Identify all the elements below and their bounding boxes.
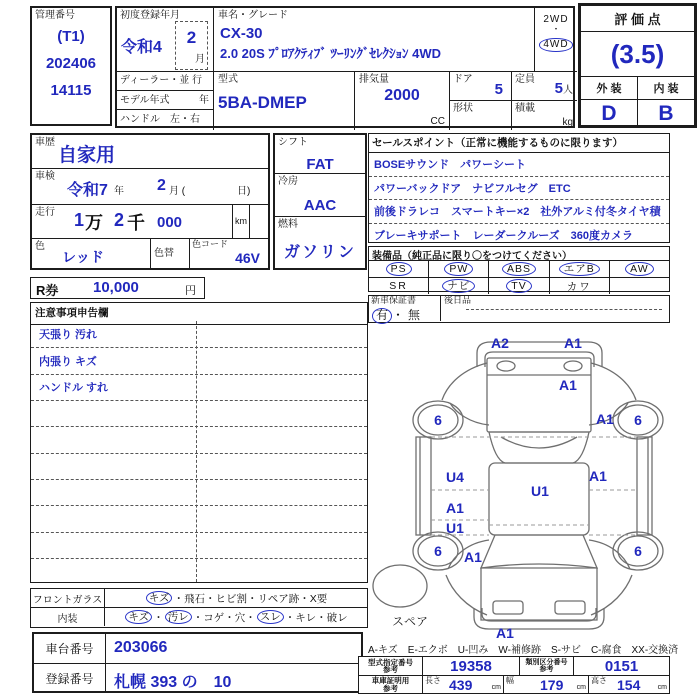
sales-title: セールスポイント（正常に機能するものに限ります） bbox=[369, 134, 669, 153]
equip-item bbox=[550, 278, 610, 294]
damage-mark: 6 bbox=[634, 543, 642, 559]
equipment-title: 装備品（純正品に限り〇をつけてください） bbox=[369, 247, 669, 261]
damage-mark: A1 bbox=[496, 625, 514, 641]
condition-option: キレ bbox=[295, 611, 317, 624]
height-label: 高さ bbox=[591, 676, 607, 685]
car-name-label: 車名・グレード bbox=[218, 10, 288, 21]
condition-option: 破レ bbox=[326, 611, 348, 624]
equip-item bbox=[369, 261, 429, 277]
damage-mark: A2 bbox=[491, 335, 509, 351]
type-no-ref: 参考 bbox=[383, 665, 398, 674]
damage-marks-layer bbox=[368, 325, 700, 639]
shift-box bbox=[273, 133, 367, 270]
equipment-row-2 bbox=[369, 278, 669, 294]
model-code-cell bbox=[214, 72, 355, 130]
color-code-label: 色コード bbox=[192, 239, 229, 249]
displacement-unit: CC bbox=[430, 116, 445, 127]
interior-options: キズ ・ 汚レ ・ コゲ ・ 穴 ・ スレ ・ キレ ・ 破レ bbox=[105, 608, 367, 626]
mgmt-value: 14115 bbox=[50, 82, 92, 99]
year-suffix: 年 bbox=[199, 95, 209, 106]
mileage-row bbox=[32, 205, 268, 239]
exterior-grade: D bbox=[581, 100, 638, 128]
capacity-label: 定員 bbox=[515, 74, 535, 85]
fuel-label: 燃料 bbox=[278, 219, 298, 230]
equip-item bbox=[610, 278, 669, 294]
mileage-sen: 2 bbox=[114, 210, 125, 230]
damage-diagram bbox=[368, 325, 700, 639]
handle-row: ハンドル 左・右 bbox=[117, 110, 214, 130]
drive-type-cell bbox=[534, 8, 577, 72]
color-label: 色 bbox=[35, 241, 45, 252]
month-suffix: 月 bbox=[195, 54, 205, 65]
ac-label: 冷房 bbox=[278, 176, 298, 187]
mgmt-value: 202406 bbox=[45, 55, 97, 72]
later-items-label: 後日品 bbox=[444, 295, 472, 305]
inspection-era-suffix: 年 bbox=[114, 186, 124, 197]
interior-cond-label: 内装 bbox=[31, 608, 105, 626]
shift-value: FAT bbox=[306, 155, 334, 173]
id-box bbox=[32, 632, 363, 693]
shift-label: シフト bbox=[278, 137, 308, 148]
class-no-label-cell bbox=[520, 657, 574, 675]
condition-option: ヒビ割 bbox=[215, 592, 247, 605]
mgmt-values bbox=[32, 23, 110, 104]
inspection-era: 令和7 bbox=[67, 182, 108, 199]
height-cell bbox=[589, 676, 669, 693]
sales-lines bbox=[369, 153, 669, 246]
reference-table bbox=[358, 656, 670, 694]
damage-mark: U1 bbox=[446, 520, 464, 536]
equipment-box bbox=[368, 246, 670, 292]
displacement-label: 排気量 bbox=[359, 74, 389, 85]
later-items-line bbox=[466, 309, 662, 310]
capacity: 5 bbox=[554, 80, 563, 97]
equip-label: カワ bbox=[566, 280, 592, 293]
notes-vdivider bbox=[196, 321, 197, 582]
first-reg-month-box bbox=[175, 21, 208, 70]
warranty-cell bbox=[369, 296, 441, 321]
condition-option: コゲ bbox=[203, 611, 225, 624]
inspection-row bbox=[32, 169, 268, 205]
registration-label: 登録番号 bbox=[34, 664, 106, 692]
drive-4wd-circled: 4WD bbox=[539, 38, 572, 52]
damage-legend: A-キズ E-エクボ U-凹み W-補修跡 S-サビ C-腐食 XX-交換済 bbox=[368, 645, 679, 656]
width-unit: cm bbox=[576, 684, 586, 692]
damage-mark: A1 bbox=[464, 549, 482, 565]
damage-mark: A1 bbox=[596, 411, 614, 427]
notes-body bbox=[31, 321, 367, 582]
ac-value: AAC bbox=[303, 196, 337, 214]
damage-mark: A1 bbox=[589, 468, 607, 484]
condition-option-circled: キズ bbox=[125, 610, 152, 624]
mileage-man: 1 bbox=[74, 210, 85, 230]
equip-label-circled: AW bbox=[625, 262, 654, 276]
equip-label-circled: TV bbox=[506, 279, 531, 293]
load-unit: kg bbox=[562, 117, 573, 128]
damage-mark: U4 bbox=[446, 469, 464, 485]
model-year-row bbox=[117, 91, 214, 110]
drive-dot: ・ bbox=[551, 24, 561, 34]
chassis-number: 203066 bbox=[114, 639, 168, 656]
chassis-label: 車台番号 bbox=[34, 634, 106, 663]
fuel-value: ガソリン bbox=[283, 244, 356, 261]
first-reg-cell bbox=[117, 8, 214, 72]
length-cell bbox=[423, 676, 504, 693]
later-items-cell bbox=[441, 296, 668, 321]
damage-mark: 6 bbox=[434, 543, 442, 559]
shift-row bbox=[275, 135, 365, 174]
note-item: 内張り キズ bbox=[39, 355, 97, 368]
displacement: 2000 bbox=[384, 87, 420, 104]
registration-number: 札幌 393 の 10 bbox=[114, 674, 232, 691]
type-no-label: 型式指定番号 bbox=[368, 657, 413, 667]
garage-label-cell bbox=[359, 676, 423, 693]
length-value: 439 bbox=[449, 677, 473, 693]
color-row bbox=[32, 239, 268, 268]
model-year-label: モデル年式 bbox=[120, 95, 170, 106]
color-code-cell bbox=[189, 239, 268, 268]
inspection-month-suffix: 月 ( bbox=[169, 186, 186, 197]
displacement-cell bbox=[355, 72, 450, 130]
ac-row bbox=[275, 174, 365, 217]
shape-cell bbox=[450, 101, 512, 130]
equip-item bbox=[489, 261, 549, 277]
first-reg-label: 初度登録年月 bbox=[120, 10, 180, 21]
warranty-label: 新車保証書 bbox=[371, 295, 417, 305]
equip-label-circled: ABS bbox=[502, 262, 536, 276]
r-ticket-unit: 円 bbox=[185, 285, 196, 297]
equip-item bbox=[610, 261, 669, 277]
exterior-label: 外 装 bbox=[581, 77, 638, 99]
mileage-man-unit: 万 bbox=[85, 213, 103, 233]
condition-option-circled: キズ bbox=[146, 591, 173, 605]
notes-title: 注意事項申告欄 bbox=[31, 303, 367, 325]
model-code-label: 型式 bbox=[218, 74, 238, 85]
spare-tire-label: スペア bbox=[391, 614, 429, 629]
r-ticket-box bbox=[30, 277, 205, 299]
type-no-value: 19358 bbox=[423, 657, 520, 675]
height-value: 154 bbox=[617, 677, 641, 693]
equip-label-circled: PS bbox=[386, 262, 412, 276]
garage-ref: 参考 bbox=[383, 683, 398, 693]
width-cell bbox=[504, 676, 589, 693]
drive-2wd: 2WD bbox=[543, 14, 569, 25]
color-change-cell bbox=[150, 239, 189, 268]
mgmt-value: (T1) bbox=[57, 28, 85, 45]
doors-label: ドア bbox=[453, 74, 473, 85]
width-label: 幅 bbox=[506, 676, 514, 685]
history-value: 自家用 bbox=[58, 145, 116, 166]
first-reg-month: 2 bbox=[186, 28, 197, 47]
damage-mark: A1 bbox=[446, 500, 464, 516]
equip-label-circled: ナビ bbox=[442, 279, 475, 293]
warranty-box bbox=[368, 295, 670, 323]
height-unit: cm bbox=[657, 684, 667, 692]
equip-label-circled: エアB bbox=[559, 262, 600, 276]
sales-line: パワーバックドア ナビフルセグ ETC bbox=[369, 177, 669, 201]
rating-box bbox=[578, 3, 697, 128]
damage-mark: 6 bbox=[434, 412, 442, 428]
color-value: レッド bbox=[62, 249, 104, 265]
condition-option: 飛石 bbox=[183, 592, 205, 605]
equip-label-circled: PW bbox=[444, 262, 473, 276]
doors-cell bbox=[450, 72, 512, 101]
equip-item bbox=[369, 278, 429, 294]
equip-item bbox=[429, 261, 489, 277]
mileage-label: 走行 bbox=[35, 207, 55, 218]
inspection-day-suffix: 日) bbox=[237, 186, 251, 197]
car-name-cell bbox=[214, 8, 534, 72]
fuel-row bbox=[275, 217, 365, 268]
class-no-ref: 参考 bbox=[539, 666, 554, 673]
note-item: 天張り 汚れ bbox=[39, 329, 98, 341]
equipment-row-1 bbox=[369, 261, 669, 278]
garage-label: 車庫証明用 bbox=[371, 676, 410, 685]
warranty-dot: ・ bbox=[392, 307, 405, 322]
length-label: 長さ bbox=[425, 676, 441, 685]
sales-box bbox=[368, 133, 670, 243]
condition-option: リペア跡 bbox=[257, 592, 300, 605]
warranty-no: 無 bbox=[408, 307, 421, 322]
inspection-month: 2 bbox=[157, 177, 166, 194]
condition-option: 穴 bbox=[234, 611, 246, 624]
sales-line: BOSEサウンド パワーシート bbox=[369, 153, 669, 177]
first-reg-era: 令和4 bbox=[121, 39, 162, 56]
notes-box bbox=[30, 302, 368, 583]
rating-score: (3.5) bbox=[610, 38, 665, 69]
history-row bbox=[32, 135, 268, 169]
model-code: 5BA-DMEP bbox=[218, 93, 307, 112]
mileage-unit-cell: km bbox=[232, 205, 250, 238]
condition-option-circled: 汚レ bbox=[165, 610, 192, 624]
mileage-sen-unit: 千 bbox=[127, 213, 145, 233]
class-no-label: 類別区分番号 bbox=[525, 659, 568, 666]
car-name-line1: CX-30 bbox=[220, 25, 263, 42]
load-cell bbox=[512, 101, 577, 130]
dealer-row: ディーラー・並 行 bbox=[117, 72, 214, 91]
interior-label: 内 装 bbox=[653, 83, 679, 95]
glass-interior-box bbox=[30, 588, 368, 628]
sales-line: 前後ドラレコ スマートキー×2 社外アルミ付冬タイヤ積 bbox=[369, 200, 669, 224]
width-value: 179 bbox=[540, 677, 564, 693]
condition-option: X要 bbox=[309, 592, 328, 605]
rating-title: 評 価 点 bbox=[581, 6, 694, 32]
history-label: 車歴 bbox=[35, 137, 55, 148]
color-change-label: 色替 bbox=[154, 248, 174, 259]
front-glass-label: フロントガラス bbox=[31, 589, 105, 607]
front-glass-options: キズ ・ 飛石 ・ ヒビ割 ・ リペア跡 ・ X要 bbox=[105, 589, 367, 607]
load-label: 積載 bbox=[515, 103, 535, 114]
condition-option-circled: スレ bbox=[257, 610, 284, 624]
interior-grade: B bbox=[658, 102, 674, 125]
damage-mark: A1 bbox=[564, 335, 582, 351]
sales-line: ブレーキサポート レーダークルーズ 360度カメラ bbox=[374, 229, 634, 242]
equip-item bbox=[550, 261, 610, 277]
status-box bbox=[30, 133, 270, 270]
damage-mark: A1 bbox=[559, 377, 577, 393]
inspection-label: 車検 bbox=[35, 171, 55, 182]
doors: 5 bbox=[494, 81, 503, 98]
class-no-value: 0151 bbox=[604, 657, 639, 675]
damage-mark: 6 bbox=[634, 412, 642, 428]
shape-label: 形状 bbox=[453, 103, 473, 114]
equip-item bbox=[429, 278, 489, 294]
mgmt-box bbox=[30, 6, 112, 126]
equip-item bbox=[489, 278, 549, 294]
length-unit: cm bbox=[491, 684, 501, 692]
mileage-rest: 000 bbox=[157, 214, 183, 231]
type-no-label-cell bbox=[359, 657, 423, 675]
mgmt-label: 管理番号 bbox=[35, 10, 75, 21]
capacity-cell bbox=[512, 72, 577, 101]
r-ticket-amount: 10,000 bbox=[93, 279, 139, 296]
damage-mark: U1 bbox=[531, 483, 549, 499]
warranty-yes-circled: 有 bbox=[372, 308, 392, 324]
note-item: ハンドル すれ bbox=[39, 382, 109, 394]
capacity-unit: 人 bbox=[563, 85, 573, 96]
vehicle-head-box bbox=[115, 6, 575, 128]
color-code: 46V bbox=[235, 250, 260, 266]
equip-label: SR bbox=[389, 280, 408, 292]
r-ticket-label: R券 bbox=[36, 283, 59, 298]
car-name-line2: 2.0 20S ﾌﾟﾛｱｸﾃｨﾌﾞ ﾂｰﾘﾝｸﾞｾﾚｸｼｮﾝ 4WD bbox=[220, 46, 442, 61]
